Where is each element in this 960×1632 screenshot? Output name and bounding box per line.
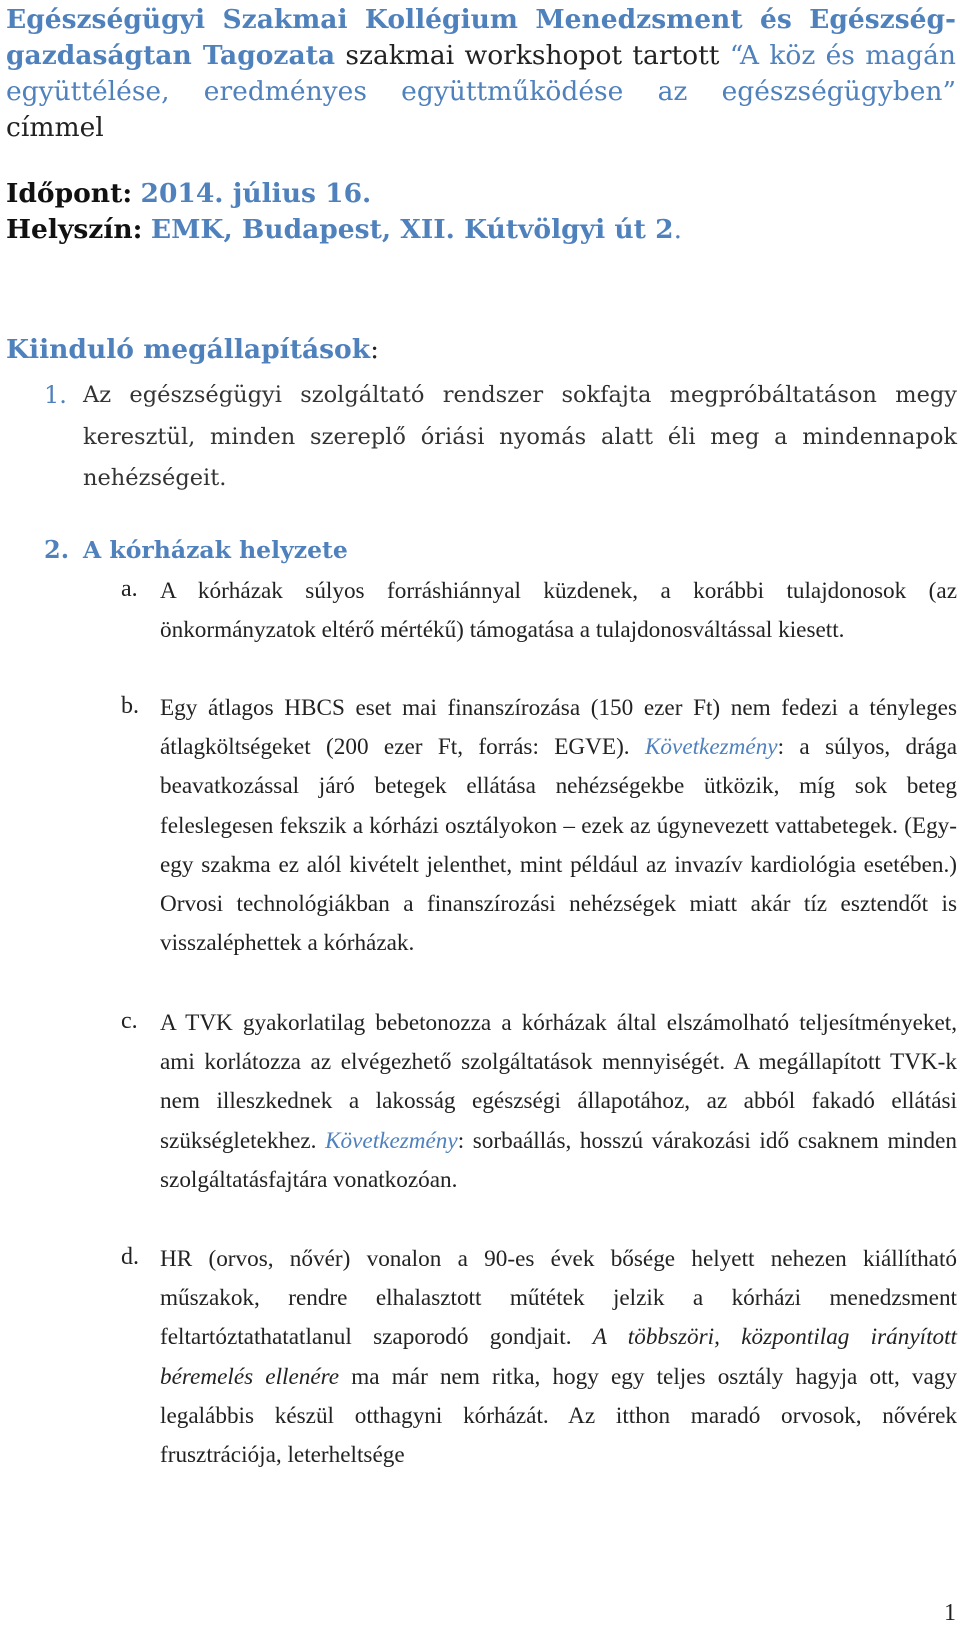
workshop-title: “A köz és magán együttélése, eredményes együttműködése az egészségügyben” xyxy=(6,40,956,107)
item-1-number: 1. xyxy=(44,381,67,409)
item-c-consequence: Következmény xyxy=(325,1127,458,1154)
intro-text: szakmai workshopot tartott xyxy=(335,40,730,71)
item-b-text xyxy=(160,689,957,963)
item-a-text: A kórházak súlyos forráshiánnyal küzdenek, a korábbi tulajdonosok (az önkormányzatok eltérő mértékű) támogatása a tulajdonosváltással kiesett. xyxy=(160,578,957,644)
item-b-part2: : a súlyos, drága beavatkozással járó betegek ellátása nehézségekbe ütközik, míg sok beteg feleslegesen fekszik a kórházi osztályokon – ezek az úgynevezett vattabetegek. (Egy-egy szakma ez alól kivételt jelenthet, mint például az invazív kardiológia esetében.) Orvosi technológiákban a finanszírozási nehézségek miatt akár tíz esztendőt is visszaléphettek a kórházak. xyxy=(160,734,957,957)
intro-paragraph xyxy=(6,2,956,146)
page-number: 1 xyxy=(944,1600,956,1626)
item-c-part1: A TVK gyakorlatilag bebetonozza a kórházak által elszámolható teljesítményeket, ami korlátozza az elvégezhető szolgáltatások mennyiségét. A megállapított TVK-k nem illeszkednek a lakosság egészségi állapotához, az abból fakadó ellátási szükségletekhez. xyxy=(160,1010,957,1154)
item-b-letter: b. xyxy=(121,693,139,719)
item-1-text: Az egészségügyi szolgáltató rendszer sokfajta megpróbáltatáson megy keresztül, minden szereplő óriási nyomás alatt éli meg a mindennapok nehézségeit. xyxy=(83,382,957,491)
item-a-letter: a. xyxy=(121,576,138,602)
section-heading xyxy=(6,332,379,368)
item-d-italic: A többszöri, központilag irányított béremelés ellenére xyxy=(160,1324,957,1390)
item-d-letter: d. xyxy=(121,1244,139,1270)
item-c-part2: : sorbaállás, hosszú várakozási idő csaknem minden szolgáltatásfajtára vonatkozóan. xyxy=(160,1127,957,1193)
item-b-consequence: Következmény xyxy=(644,734,778,761)
item-d-part2: ma már nem ritka, hogy egy teljes osztály hagyja ott, vagy legalábbis készül otthagyni kórházát. Az itthon maradó orvosok, nővérek frusztrációja, leterheltsége xyxy=(160,1363,957,1469)
event-time xyxy=(6,176,371,212)
time-value: 2014. július 16. xyxy=(140,178,372,209)
section-heading-text: Kiinduló megállapítások xyxy=(6,334,371,365)
item-b-part1: Egy átlagos HBCS eset mai finanszírozása (150 ezer Ft) nem fedezi a tényleges átlagköltségeket (200 ezer Ft, forrás: EGVE). xyxy=(160,695,957,761)
item-2-number: 2. xyxy=(44,535,70,564)
item-d-part1: HR (orvos, nővér) vonalon a 90-es évek bősége helyett nehezen kiállítható műszakok, rendre elhalasztott műtétek jelzik a kórházi menedzsment feltartóztathatatlanul szaporodó gondjait. xyxy=(160,1246,957,1351)
intro-suffix: címmel xyxy=(6,112,104,143)
organization-name: Egészségügyi Szakmai Kollégium Menedzsment és Egészséggazdaságtan Tagozata xyxy=(6,4,956,71)
item-c-letter: c. xyxy=(121,1008,138,1034)
event-place xyxy=(6,212,682,248)
time-label: Időpont: xyxy=(6,178,133,209)
item-c-text xyxy=(160,1004,957,1200)
item-2-title: A kórházak helyzete xyxy=(83,536,348,564)
place-dot: . xyxy=(673,214,683,245)
place-label: Helyszín: xyxy=(6,214,143,245)
place-value: EMK, Budapest, XII. Kútvölgyi út 2 xyxy=(150,214,674,245)
item-d-text xyxy=(160,1240,957,1475)
section-heading-colon: : xyxy=(370,334,380,365)
